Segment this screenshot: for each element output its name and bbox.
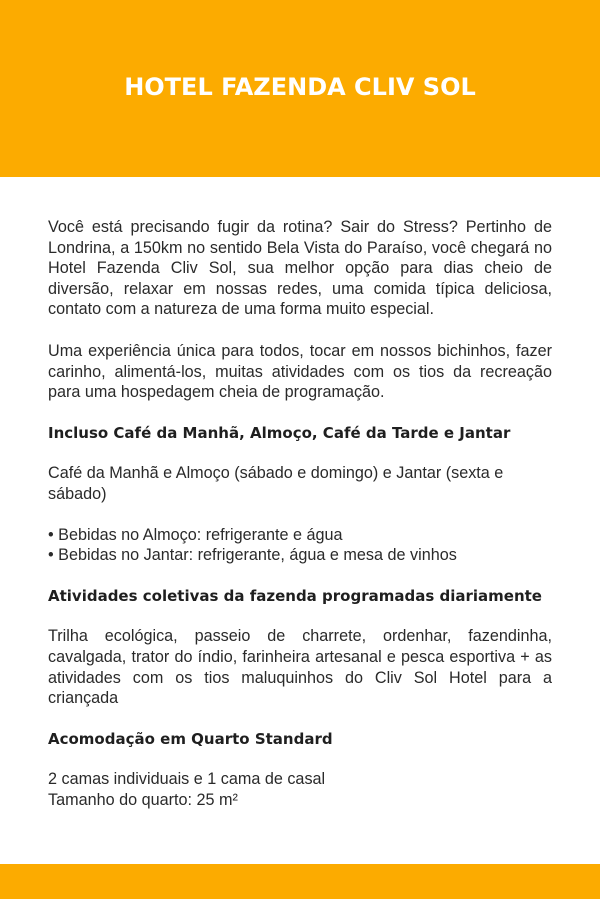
activities-description: Trilha ecológica, passeio de charrete, ordenhar, fazendinha, cavalgada, trator do índio, farinheira artesanal e pesca esportiva + as atividades com os tios maluquinhos do Cliv Sol Hotel para a criançada bbox=[48, 627, 552, 708]
intro-paragraph-2: Uma experiência única para todos, tocar em nossos bichinhos, fazer carinho, alimentá-los, muitas atividades com os tios da recreação para uma hospedagem cheia de programação. bbox=[48, 341, 552, 402]
meals-bullet-list bbox=[48, 525, 552, 566]
footer-bar bbox=[0, 864, 600, 899]
meals-heading: Incluso Café da Manhã, Almoço, Café da Tarde e Jantar bbox=[48, 423, 511, 442]
meals-description: Café da Manhã e Almoço (sábado e domingo) e Jantar (sexta e sábado) bbox=[48, 464, 504, 503]
room-heading: Acomodação em Quarto Standard bbox=[48, 729, 333, 748]
list-item: • Bebidas no Jantar: refrigerante, água e mesa de vinhos bbox=[48, 545, 552, 566]
main-content bbox=[48, 217, 552, 810]
list-item: • Bebidas no Almoço: refrigerante e água bbox=[48, 525, 552, 546]
room-beds: 2 camas individuais e 1 cama de casal bbox=[48, 770, 326, 789]
header-banner bbox=[0, 0, 600, 177]
page-title: HOTEL FAZENDA CLIV SOL bbox=[124, 72, 476, 101]
activities-heading: Atividades coletivas da fazenda programadas diariamente bbox=[48, 586, 542, 605]
intro-paragraph-1: Você está precisando fugir da rotina? Sair do Stress? Pertinho de Londrina, a 150km no sentido Bela Vista do Paraíso, você chegará no Hotel Fazenda Cliv Sol, sua melhor opção para dias cheio de diversão, relaxar em nossas redes, uma comida típica deliciosa, contato com a natureza de uma forma muito especial. bbox=[48, 218, 552, 319]
room-size: Tamanho do quarto: 25 m² bbox=[48, 790, 238, 809]
